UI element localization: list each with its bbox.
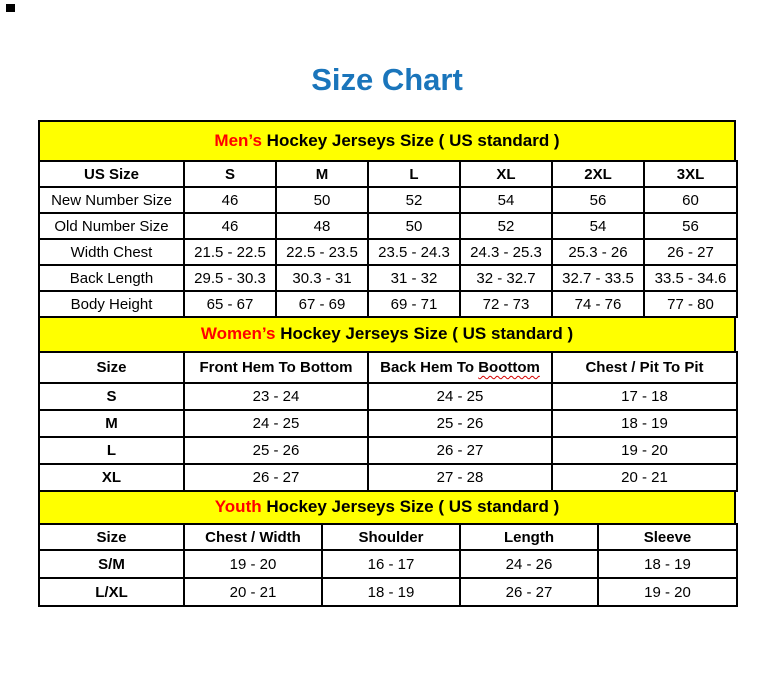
column-header: Chest / Pit To Pit [552, 352, 737, 383]
womens-size-table [38, 351, 738, 492]
youth-size-table [38, 523, 738, 607]
row-label: Back Length [39, 265, 184, 291]
womens-section [38, 318, 736, 492]
table-row [39, 239, 737, 265]
mens-size-table [38, 160, 738, 318]
table-row [39, 187, 737, 213]
table-cell: 19 - 20 [598, 578, 737, 606]
table-cell: 24.3 - 25.3 [460, 239, 552, 265]
row-label: New Number Size [39, 187, 184, 213]
youth-title-highlight: Youth [214, 497, 262, 516]
column-header: Length [460, 524, 598, 550]
column-header: M [276, 161, 368, 187]
womens-header-row [39, 352, 737, 383]
table-cell: 32 - 32.7 [460, 265, 552, 291]
table-row [39, 213, 737, 239]
table-cell: 29.5 - 30.3 [184, 265, 276, 291]
column-header: XL [460, 161, 552, 187]
table-cell: 32.7 - 33.5 [552, 265, 644, 291]
row-label: Body Height [39, 291, 184, 317]
table-cell: 17 - 18 [552, 383, 737, 410]
column-header: US Size [39, 161, 184, 187]
row-label: S [39, 383, 184, 410]
table-cell: 52 [460, 213, 552, 239]
table-cell: 74 - 76 [552, 291, 644, 317]
youth-header-row [39, 524, 737, 550]
table-row [39, 578, 737, 606]
column-header: Size [39, 352, 184, 383]
table-row [39, 464, 737, 491]
table-cell: 24 - 25 [368, 383, 552, 410]
youth-table-title-band [38, 492, 736, 523]
table-cell: 46 [184, 187, 276, 213]
table-cell: 25 - 26 [184, 437, 368, 464]
mens-table-title-band [38, 120, 736, 160]
table-cell: 50 [368, 213, 460, 239]
row-label: L/XL [39, 578, 184, 606]
column-header: Shoulder [322, 524, 460, 550]
size-chart [38, 120, 736, 607]
table-row [39, 550, 737, 578]
table-cell: 69 - 71 [368, 291, 460, 317]
table-cell: 27 - 28 [368, 464, 552, 491]
column-header: Size [39, 524, 184, 550]
mens-title-text: Hockey Jerseys Size ( US standard ) [261, 131, 560, 150]
youth-title-text: Hockey Jerseys Size ( US standard ) [261, 497, 560, 516]
table-cell: 67 - 69 [276, 291, 368, 317]
table-cell: 56 [644, 213, 737, 239]
table-cell: 65 - 67 [184, 291, 276, 317]
mens-title-highlight: Men’s [214, 131, 262, 150]
table-cell: 24 - 25 [184, 410, 368, 437]
table-cell: 26 - 27 [368, 437, 552, 464]
womens-title-text: Hockey Jerseys Size ( US standard ) [275, 324, 574, 343]
row-label: Old Number Size [39, 213, 184, 239]
table-cell: 31 - 32 [368, 265, 460, 291]
column-header-prefix: Back Hem To [380, 359, 479, 376]
table-cell: 77 - 80 [644, 291, 737, 317]
column-header: 2XL [552, 161, 644, 187]
page-title: Size Chart [311, 62, 463, 97]
table-cell: 23.5 - 24.3 [368, 239, 460, 265]
table-cell: 18 - 19 [322, 578, 460, 606]
table-cell: 22.5 - 23.5 [276, 239, 368, 265]
table-cell: 23 - 24 [184, 383, 368, 410]
table-cell: 48 [276, 213, 368, 239]
column-header [368, 352, 552, 383]
mens-section [38, 120, 736, 318]
table-cell: 52 [368, 187, 460, 213]
womens-title-highlight: Women’s [200, 324, 276, 343]
table-cell: 18 - 19 [552, 410, 737, 437]
column-header: 3XL [644, 161, 737, 187]
table-row [39, 291, 737, 317]
table-cell: 24 - 26 [460, 550, 598, 578]
table-cell: 26 - 27 [460, 578, 598, 606]
table-cell: 20 - 21 [184, 578, 322, 606]
table-cell: 21.5 - 22.5 [184, 239, 276, 265]
table-row [39, 265, 737, 291]
table-cell: 54 [460, 187, 552, 213]
table-cell: 25 - 26 [368, 410, 552, 437]
table-cell: 56 [552, 187, 644, 213]
table-cell: 50 [276, 187, 368, 213]
row-label: XL [39, 464, 184, 491]
table-cell: 30.3 - 31 [276, 265, 368, 291]
table-cell: 20 - 21 [552, 464, 737, 491]
column-header: S [184, 161, 276, 187]
table-cell: 25.3 - 26 [552, 239, 644, 265]
youth-section [38, 492, 736, 607]
table-row [39, 383, 737, 410]
corner-mark [6, 4, 15, 12]
table-row [39, 410, 737, 437]
column-header: Sleeve [598, 524, 737, 550]
table-cell: 19 - 20 [184, 550, 322, 578]
table-row [39, 437, 737, 464]
table-cell: 33.5 - 34.6 [644, 265, 737, 291]
table-cell: 60 [644, 187, 737, 213]
row-label: L [39, 437, 184, 464]
table-cell: 26 - 27 [644, 239, 737, 265]
table-cell: 16 - 17 [322, 550, 460, 578]
table-cell: 19 - 20 [552, 437, 737, 464]
row-label: Width Chest [39, 239, 184, 265]
row-label: M [39, 410, 184, 437]
column-header: L [368, 161, 460, 187]
table-cell: 54 [552, 213, 644, 239]
table-cell: 46 [184, 213, 276, 239]
misspelled-word: Boottom [478, 359, 540, 376]
row-label: S/M [39, 550, 184, 578]
table-cell: 18 - 19 [598, 550, 737, 578]
womens-table-title-band [38, 318, 736, 351]
table-cell: 72 - 73 [460, 291, 552, 317]
column-header: Chest / Width [184, 524, 322, 550]
mens-header-row [39, 161, 737, 187]
table-cell: 26 - 27 [184, 464, 368, 491]
column-header: Front Hem To Bottom [184, 352, 368, 383]
